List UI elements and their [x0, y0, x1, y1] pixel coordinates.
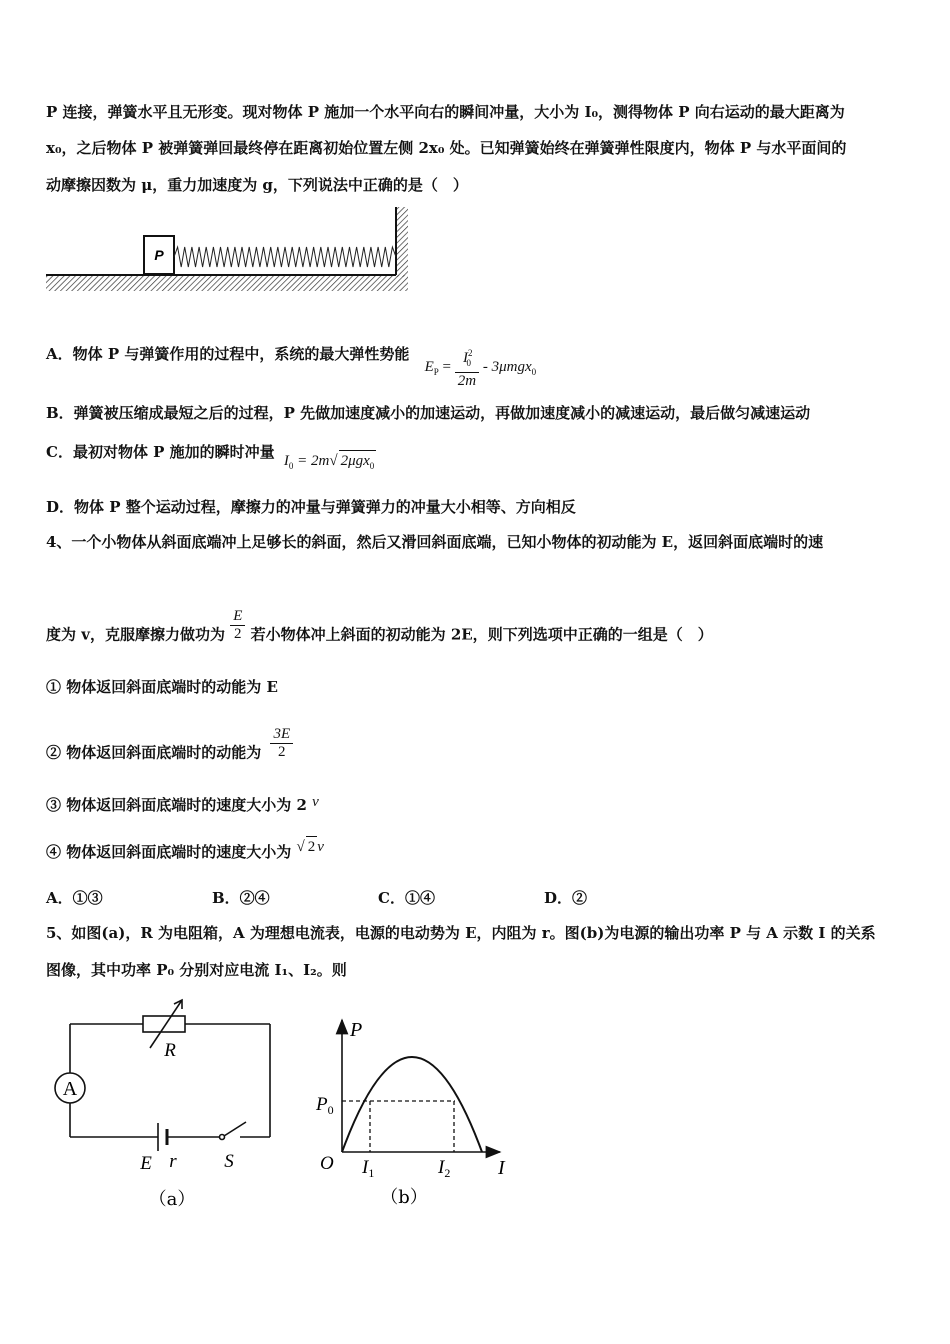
q4-choice-d: D．②	[544, 889, 588, 907]
q3-option-a	[46, 333, 537, 389]
ep-symbol: E	[424, 358, 434, 375]
option-a-fraction	[455, 345, 479, 390]
spring-block-figure	[44, 205, 412, 297]
q3-option-c	[46, 442, 376, 471]
option-a-numerator	[455, 345, 479, 373]
q4-choices	[46, 888, 587, 908]
option-a-num-symbol: I	[462, 350, 468, 366]
spring	[174, 247, 396, 267]
resistor-label: R	[164, 1040, 176, 1061]
i1-label: $I_1$	[362, 1157, 375, 1180]
q4-frac-num: E	[230, 608, 245, 626]
q4-item-2-text: ② 物体返回斜面底端时的动能为	[46, 743, 262, 762]
q3-option-c-text: C．最初对物体 P 施加的瞬时冲量	[46, 443, 275, 461]
circuit-caption: （a）	[148, 1189, 196, 1210]
q3-stem-line-1: P 连接，弹簧水平且无形变。现对物体 P 施加一个水平向右的瞬间冲量，大小为 I₀，测得物体 P 向右运动的最大距离为	[46, 103, 845, 121]
q4-choice-c: C．①④	[378, 889, 435, 907]
option-c-radicand: 2μgx	[340, 453, 370, 469]
q4-item-4-formula: √ 2 v	[296, 839, 323, 855]
x-axis-label: I	[498, 1157, 505, 1179]
ammeter-label: A	[62, 1078, 78, 1100]
q4-item-2-den: 2	[278, 744, 286, 760]
circuit-diagram	[48, 992, 288, 1217]
q4-item-2-num: 3E	[270, 726, 293, 744]
q4-stem-line-2-pre: 度为 v，克服摩擦力做功为	[46, 625, 225, 644]
ground-hatch	[46, 275, 408, 291]
option-a-equals: =	[442, 358, 452, 375]
internal-resistance-label: r	[169, 1151, 177, 1172]
q4-item-4-text: ④ 物体返回斜面底端时的速度大小为	[46, 843, 292, 861]
resistor-arrow-head	[174, 1000, 182, 1009]
option-a-tail-sub: 0	[531, 366, 537, 377]
q4-item-4-var: v	[317, 839, 324, 855]
q3-stem-line-3: 动摩擦因数为 μ，重力加速度为 g，下列说法中正确的是（ ）	[46, 176, 468, 194]
q5-stem-line-1: 5、如图(a)，R 为电阻箱，A 为理想电流表，电源的电动势为 E，内阻为 r。图(b)为电源的输出功率 P 与 A 示数 I 的关系	[46, 924, 876, 942]
option-a-num-sup: 2	[467, 348, 473, 358]
emf-label: E	[140, 1153, 152, 1174]
y-axis-label: P	[350, 1019, 363, 1041]
switch-label: S	[224, 1151, 234, 1172]
q3-option-a-formula	[424, 348, 537, 389]
q4-stem-line-2-post: 若小物体冲上斜面的初动能为 2E，则下列选项中正确的一组是（ ）	[250, 625, 713, 644]
switch-blade	[224, 1122, 246, 1136]
q4-stem-line-1: 4、一个小物体从斜面底端冲上足够长的斜面，然后又滑回斜面底端，已知小物体的初动能为 E，返回斜面底端时的速	[46, 533, 824, 551]
q3-option-a-text: A．物体 P 与弹簧作用的过程中，系统的最大弹性势能	[46, 344, 410, 363]
graph-caption: （b）	[380, 1187, 428, 1208]
q3-option-d: D．物体 P 整个运动过程，摩擦力的冲量与弹簧弹力的冲量大小相等、方向相反	[46, 498, 576, 516]
resistor-box	[143, 1016, 185, 1032]
option-a-num-sub: 0	[466, 358, 471, 368]
q4-stem-line-2	[46, 608, 713, 653]
q4-frac-den: 2	[234, 626, 242, 642]
option-c-radicand-sub: 0	[369, 461, 375, 471]
q3-stem-line-2: x₀，之后物体 P 被弹簧弹回最终停在距离初始位置左侧 2x₀ 处。已知弹簧始终在弹簧弹性限度内，物体 P 与水平面间的	[46, 139, 847, 157]
power-current-graph	[308, 1010, 528, 1215]
q4-choice-b: B．②④	[212, 889, 270, 907]
q4-item-3-var: v	[312, 794, 319, 810]
q5-stem-line-2: 图像，其中功率 P₀ 分别对应电流 I₁、I₂。则	[46, 961, 347, 979]
block-p-label: P	[154, 247, 164, 263]
option-a-denominator: 2m	[457, 373, 477, 389]
q3-option-b: B．弹簧被压缩成最短之后的过程，P 先做加速度减小的加速运动，再做加速度减小的减速运动，最后做匀减速运动	[46, 404, 811, 422]
q4-item-4	[46, 839, 324, 863]
q4-item-3-text: ③ 物体返回斜面底端时的速度大小为 2	[46, 796, 307, 814]
q4-item-2-fraction	[270, 726, 293, 761]
q4-choice-a: A．①③	[46, 889, 103, 907]
q4-item-2	[46, 726, 293, 771]
q4-friction-fraction	[230, 608, 245, 643]
ep-sub: P	[433, 366, 439, 377]
option-c-sqrt	[339, 450, 377, 476]
i2-label: $I_2$	[438, 1157, 451, 1180]
origin-label: O	[320, 1153, 334, 1174]
q4-item-3	[46, 795, 319, 816]
q4-item-1: ① 物体返回斜面底端时的动能为 E	[46, 678, 278, 696]
q3-option-c-formula: $I_0 = 2m√$ 2μgx$_0$	[284, 453, 376, 469]
impulse-symbol: I	[283, 453, 289, 469]
option-c-equals: = 2m	[297, 453, 330, 469]
power-curve	[342, 1057, 482, 1152]
option-a-tail: - 3μmgx	[482, 358, 532, 375]
impulse-sub: 0	[288, 461, 294, 471]
p0-label: $P_0$	[316, 1094, 334, 1117]
q4-item-4-radicand: 2	[306, 836, 318, 857]
wall-hatch	[396, 207, 408, 277]
